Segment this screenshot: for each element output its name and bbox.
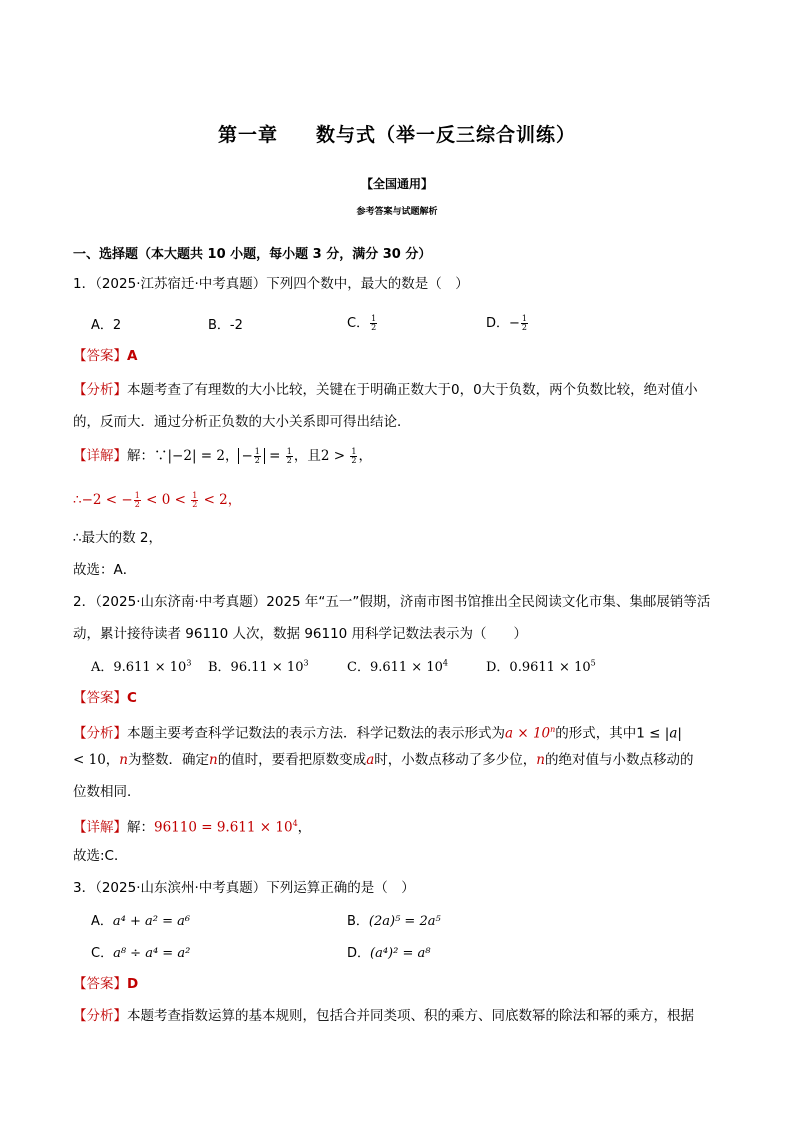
q1-option-a: A．2 bbox=[91, 318, 122, 333]
q2-stem-line-2: 动，累计接待读者 96110 人次，数据 96110 用科学记数法表示为（ ） bbox=[73, 626, 528, 642]
q1-detail: 【详解】解：∵|−2| = 2， − $\frac{1}{2}$ = $\frac{1}{2}$ ，且2 > $\frac{1}{2}$ ， bbox=[73, 446, 372, 465]
q3-option-d: D．(a⁴)² = a⁸ bbox=[347, 946, 431, 961]
q2-analysis-line-2: < 10，n为整数．确定n的值时，要看把原数变成a时，小数点移动了多少位，n的绝对值与小数点移动的 bbox=[73, 752, 694, 768]
q2-detail: 【详解】解：$96110 = 9.611 \times 10^4$， bbox=[73, 819, 312, 836]
q3-option-a: A．a⁴ + a² = a⁶ bbox=[91, 914, 191, 929]
q3-stem: 3．（2025·山东滨州·中考真题）下列运算正确的是（ ） bbox=[73, 880, 415, 896]
q3-answer: 【答案】D bbox=[73, 976, 139, 992]
q2-answer: 【答案】C bbox=[73, 690, 137, 706]
q2-option-a: A．$9.611 \times 10^3$ bbox=[91, 658, 192, 675]
q1-stem: 1．（2025·江苏宿迁·中考真题）下列四个数中，最大的数是（ ） bbox=[73, 276, 469, 292]
q2-analysis-line-3: 位数相同． bbox=[73, 784, 141, 800]
q1-option-d: D．− $\frac{1}{2}$ bbox=[486, 314, 527, 332]
q3-analysis-line-1: 【分析】本题考查指数运算的基本规则，包括合并同类项、积的乘方、同底数幂的除法和幂的乘方，根据 bbox=[73, 1008, 694, 1024]
chapter-topic: 数与式（举一反三综合训练） bbox=[316, 124, 577, 146]
q1-analysis-line-2: 的，反而大．通过分析正负数的大小关系即可得出结论． bbox=[73, 414, 411, 430]
q1-answer: 【答案】A bbox=[73, 348, 138, 364]
q2-analysis-line-1: 【分析】本题主要考查科学记数法的表示方法．科学记数法的表示形式为$a \times 10^n$的形式，其中1 ≤ |a| bbox=[73, 725, 682, 742]
q2-option-b: B．$96.11 \times 10^3$ bbox=[208, 658, 309, 675]
q2-stem-line-1: 2．（2025·山东济南·中考真题）2025 年“五一”假期，济南市图书馆推出全民阅读文化市集、集邮展销等活 bbox=[73, 594, 711, 610]
q1-inequality-chain: ∴−2 < − $\frac{1}{2}$ < 0 < $\frac{1}{2}$ < 2， bbox=[73, 491, 242, 509]
chapter-label: 第一章 bbox=[217, 124, 278, 146]
scope-label: 【全国通用】 bbox=[360, 177, 433, 191]
q3-option-b: B．(2a)⁵ = 2a⁵ bbox=[347, 914, 441, 929]
page-title bbox=[0, 120, 794, 147]
q2-option-d: D．$0.9611 \times 10^5$ bbox=[486, 658, 596, 675]
q1-option-b: B．-2 bbox=[208, 318, 243, 333]
q1-conclusion: ∴最大的数 2， bbox=[73, 530, 162, 546]
q1-choice: 故选：A． bbox=[73, 562, 137, 578]
q3-option-c: C．a⁸ ÷ a⁴ = a² bbox=[91, 946, 191, 961]
answer-note: 参考答案与试题解析 bbox=[356, 207, 438, 217]
section-heading: 一、选择题（本大题共 10 小题，每小题 3 分，满分 30 分） bbox=[73, 247, 432, 262]
q2-choice: 故选:C． bbox=[73, 848, 128, 864]
q1-option-c: C． $\frac{1}{2}$ bbox=[347, 314, 377, 332]
q2-option-c: C．$9.611 \times 10^4$ bbox=[347, 658, 448, 675]
q1-analysis-line-1: 【分析】本题考查了有理数的大小比较，关键在于明确正数大于0，0大于负数，两个负数比较，绝对值小 bbox=[73, 382, 698, 398]
